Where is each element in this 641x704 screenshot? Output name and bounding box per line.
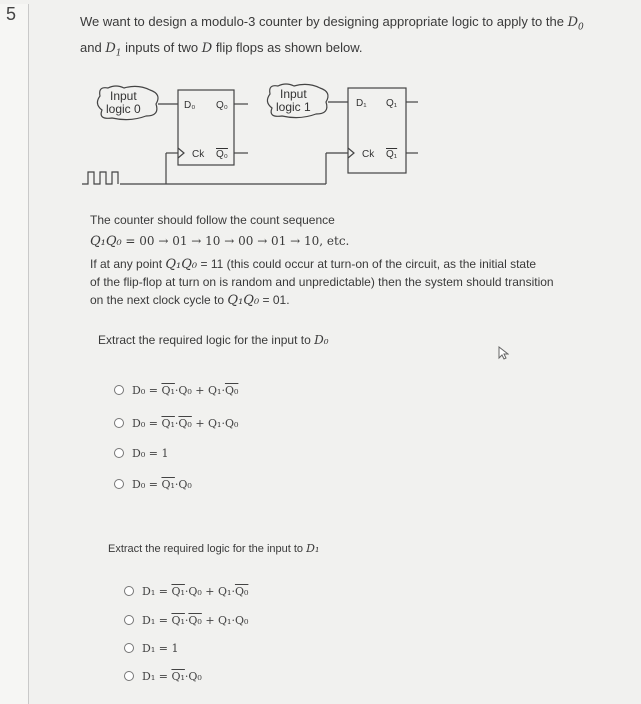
- part1-option-2[interactable]: D₀ = Q₁·Q₀ + Q₁·Q₀: [114, 417, 238, 430]
- part1-prompt: Extract the required logic for the input to D₀: [98, 333, 329, 347]
- radio-button[interactable]: [114, 385, 124, 395]
- flip-flop-circuit-diagram: [80, 80, 420, 190]
- sequence-line-2: Q₁Q₀ = 00 → 01 → 10 → 00 → 01 → 10, etc.: [90, 234, 350, 249]
- sequence-line-4: of the flip-flop at turn on is random and unpredictable) then the system should transition: [90, 275, 554, 289]
- question-number: 5: [6, 4, 17, 24]
- part1-option-3[interactable]: D₀ = 1: [114, 447, 168, 460]
- sequence-line-3: If at any point Q₁Q₀ = 11 (this could occur at turn-on of the circuit, as the initial state: [90, 257, 537, 272]
- input-logic-0-label-2: logic 0: [106, 102, 141, 116]
- part2-option-1[interactable]: D₁ = Q₁·Q₀ + Q₁·Q₀: [124, 585, 248, 598]
- part1-option-4[interactable]: D₀ = Q₁·Q₀: [114, 478, 192, 491]
- ff1-qbar-label: Q₁: [386, 149, 398, 160]
- part2-option-2[interactable]: D₁ = Q₁·Q₀ + Q₁·Q₀: [124, 614, 248, 627]
- sequence-line-1: The counter should follow the count sequence: [90, 213, 335, 227]
- radio-button[interactable]: [124, 643, 134, 653]
- radio-button[interactable]: [114, 479, 124, 489]
- ff0-qbar-label: Q₀: [216, 149, 228, 160]
- clock-signal-symbol: [82, 172, 118, 184]
- sequence-line-5: on the next clock cycle to Q₁Q₀ = 01.: [90, 293, 290, 308]
- ff0-ck-label: Ck: [192, 149, 205, 160]
- part1-option-1[interactable]: D₀ = Q₁·Q₀ + Q₁·Q₀: [114, 384, 238, 397]
- radio-button[interactable]: [114, 448, 124, 458]
- ff1-q-label: Q₁: [386, 98, 398, 109]
- mouse-cursor-icon: [497, 346, 509, 360]
- intro-line-2: and $D_1$ inputs of two D flip flops as shown below.: [80, 39, 363, 59]
- part2-option-3[interactable]: D₁ = 1: [124, 642, 178, 655]
- input-logic-1-label-2: logic 1: [276, 100, 311, 114]
- radio-button[interactable]: [124, 586, 134, 596]
- ff0-d-label: D₀: [184, 100, 196, 111]
- ff1-ck-label: Ck: [362, 149, 375, 160]
- input-logic-0-label-1: Input: [110, 89, 137, 103]
- radio-button[interactable]: [124, 671, 134, 681]
- input-logic-1-label-1: Input: [280, 87, 307, 101]
- radio-button[interactable]: [114, 418, 124, 428]
- radio-button[interactable]: [124, 615, 134, 625]
- ff0-q-label: Q₀: [216, 100, 228, 111]
- part2-prompt: Extract the required logic for the input to D₁: [108, 542, 320, 555]
- ff1-d-label: D₁: [356, 98, 367, 109]
- part2-option-4[interactable]: D₁ = Q₁·Q₀: [124, 670, 202, 683]
- question-intro: [80, 12, 584, 63]
- intro-line-1: We want to design a modulo-3 counter by designing appropriate logic to apply to the $D_0$: [80, 14, 584, 33]
